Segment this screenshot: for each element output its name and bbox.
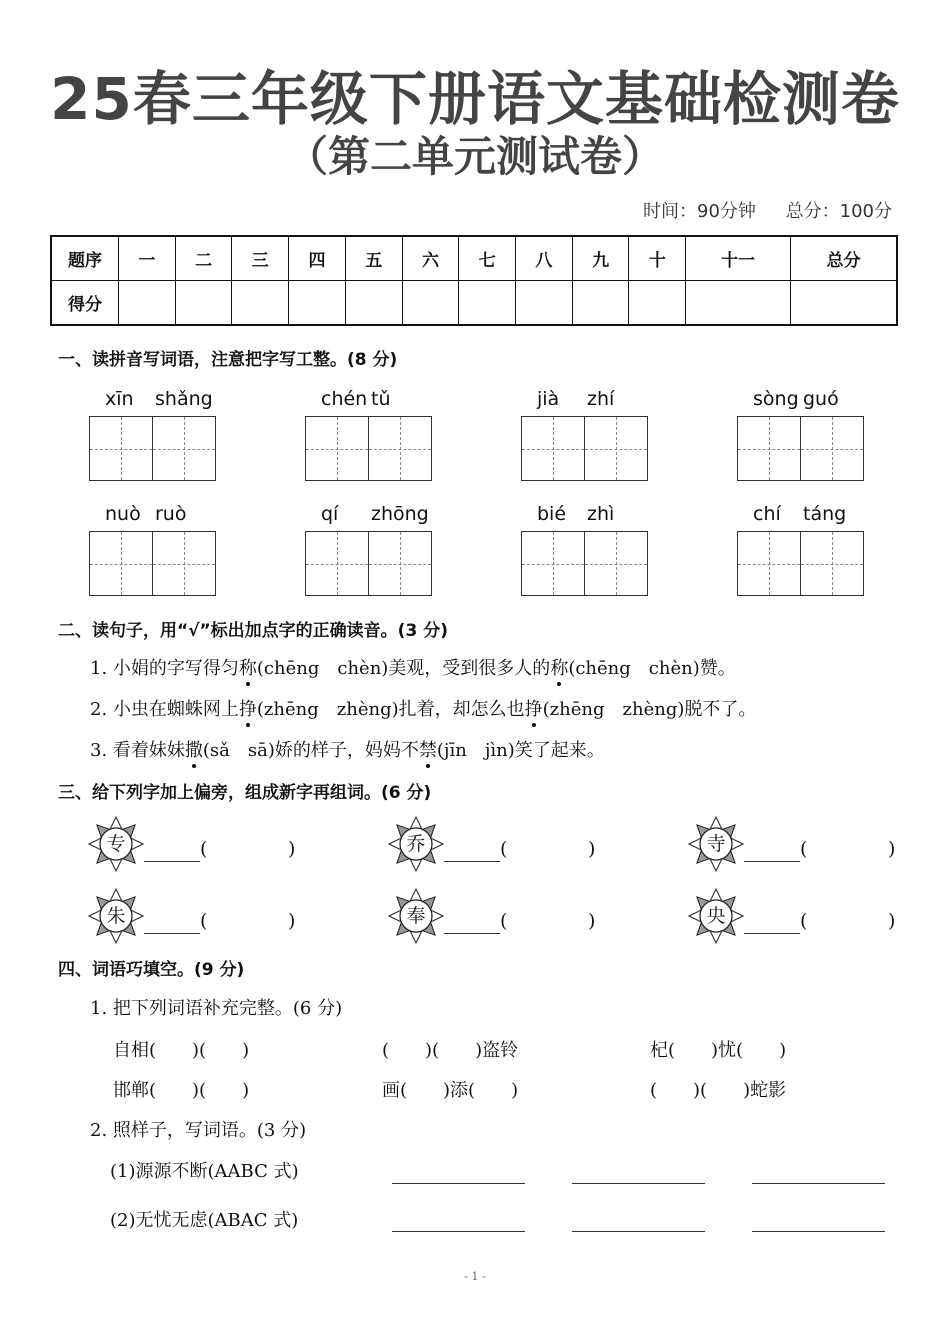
- paren-close: ): [588, 838, 596, 860]
- col-2: 二: [175, 236, 232, 281]
- sentence-2-part-a: 2. 小虫在蜘蛛网上: [90, 699, 239, 720]
- section-3-title: 三、给下列字加上偏旁，组成新字再组词。(6 分): [58, 783, 432, 803]
- pinyin-syllable: sòng: [753, 388, 799, 410]
- paren-close: ): [288, 838, 296, 860]
- writing-cell[interactable]: [90, 417, 153, 480]
- col-8: 八: [516, 236, 573, 281]
- paren-open[interactable]: (: [800, 838, 808, 860]
- answer-blank[interactable]: [392, 1182, 525, 1184]
- dotted-char: 挣: [524, 699, 543, 720]
- base-character: 奉: [406, 905, 426, 927]
- pinyin-syllable: ruò: [155, 503, 187, 525]
- writing-cell[interactable]: [738, 532, 801, 595]
- paren-open[interactable]: (: [200, 838, 208, 860]
- score-cell[interactable]: [791, 281, 897, 326]
- writing-cell[interactable]: [522, 532, 585, 595]
- col-4: 四: [289, 236, 346, 281]
- writing-cell[interactable]: [153, 417, 215, 480]
- score-cell[interactable]: [232, 281, 289, 326]
- answer-blank[interactable]: [392, 1230, 525, 1232]
- writing-grid[interactable]: [521, 416, 648, 481]
- paren-close: ): [288, 910, 296, 932]
- score-table: [50, 235, 898, 326]
- dotted-char: 称: [238, 658, 257, 679]
- col-11: 十一: [686, 236, 791, 281]
- idiom-1[interactable]: 自相( )( ): [113, 1040, 250, 1061]
- section-4-q2: 2. 照样子，写词语。(3 分): [90, 1120, 307, 1141]
- new-character-blank[interactable]: [744, 932, 800, 934]
- pinyin-syllable: nuò: [105, 503, 141, 525]
- flower-icon: [688, 888, 744, 944]
- writing-grid[interactable]: [89, 531, 216, 596]
- page-number: - 1 -: [464, 1270, 486, 1283]
- exam-time: 时间：90分钟: [643, 201, 756, 222]
- writing-cell[interactable]: [369, 532, 431, 595]
- idiom-3[interactable]: 杞( )忧( ): [650, 1040, 787, 1061]
- score-cell[interactable]: [686, 281, 791, 326]
- flower-icon: [388, 816, 444, 872]
- score-cell[interactable]: [175, 281, 232, 326]
- base-character: 朱: [106, 905, 126, 927]
- page-title: 25春三年级下册语文基础检测卷: [50, 65, 900, 133]
- writing-cell[interactable]: [585, 532, 647, 595]
- dotted-char: 禁: [418, 740, 437, 761]
- dotted-char: 撒: [184, 740, 203, 761]
- col-total: 总分: [791, 236, 897, 281]
- sentence-3-part-c[interactable]: (jīn jìn)笑了起来。: [436, 740, 605, 761]
- pinyin-syllable: shǎng: [155, 388, 213, 410]
- score-cell[interactable]: [459, 281, 516, 326]
- section-4-q1: 1. 把下列词语补充完整。(6 分): [90, 998, 343, 1019]
- paren-close: ): [588, 910, 596, 932]
- answer-blank[interactable]: [752, 1230, 885, 1232]
- sentence-3-part-a: 3. 看着妹妹: [90, 740, 185, 761]
- pinyin-syllable: jià: [537, 388, 560, 410]
- new-character-blank[interactable]: [744, 860, 800, 862]
- paren-open[interactable]: (: [500, 838, 508, 860]
- sentence-2-part-b[interactable]: (zhēng zhèng)扎着，却怎么也: [256, 699, 525, 720]
- flower-icon: [88, 888, 144, 944]
- writing-cell[interactable]: [801, 532, 863, 595]
- section-2-title: 二、读句子，用“√”标出加点字的正确读音。(3 分): [58, 621, 448, 641]
- paren-open[interactable]: (: [200, 910, 208, 932]
- writing-grid[interactable]: [305, 531, 432, 596]
- pinyin-syllable: qí: [321, 503, 339, 525]
- exam-meta: [619, 197, 892, 223]
- score-cell[interactable]: [629, 281, 686, 326]
- base-character: 央: [706, 905, 726, 927]
- writing-cell[interactable]: [369, 417, 431, 480]
- base-character: 专: [106, 833, 126, 855]
- col-6: 六: [402, 236, 459, 281]
- page-subtitle: （第二单元测试卷）: [285, 132, 664, 181]
- section-1-title: 一、读拼音写词语，注意把字写工整。(8 分): [58, 350, 398, 370]
- pinyin-syllable: chí: [753, 503, 781, 525]
- col-10: 十: [629, 236, 686, 281]
- score-table-score-row: [51, 281, 897, 326]
- dotted-char: 称: [550, 658, 569, 679]
- writing-cell[interactable]: [585, 417, 647, 480]
- score-cell[interactable]: [289, 281, 346, 326]
- idiom-5[interactable]: 画( )添( ): [382, 1080, 519, 1101]
- new-character-blank[interactable]: [144, 932, 200, 934]
- score-cell[interactable]: [402, 281, 459, 326]
- writing-cell[interactable]: [306, 417, 369, 480]
- writing-cell[interactable]: [522, 417, 585, 480]
- pinyin-syllable: xīn: [105, 388, 134, 410]
- col-5: 五: [345, 236, 402, 281]
- writing-cell[interactable]: [306, 532, 369, 595]
- paren-close: ): [888, 910, 896, 932]
- sentence-1-part-a: 1. 小娟的字写得匀: [90, 658, 239, 679]
- col-1: 一: [119, 236, 176, 281]
- writing-grid[interactable]: [521, 531, 648, 596]
- pinyin-syllable: chén: [321, 388, 368, 410]
- pinyin-syllable: táng: [803, 503, 847, 525]
- sentence-3-part-b[interactable]: (sǎ sā)娇的样子，妈妈不: [202, 740, 419, 761]
- col-7: 七: [459, 236, 516, 281]
- pinyin-syllable: bié: [537, 503, 567, 525]
- sentence-3: [90, 736, 605, 762]
- row-header-order: 题序: [51, 236, 119, 281]
- pinyin-syllable: zhì: [587, 503, 615, 525]
- idiom-4[interactable]: 邯郸( )( ): [113, 1080, 250, 1101]
- answer-blank[interactable]: [752, 1182, 885, 1184]
- writing-cell[interactable]: [90, 532, 153, 595]
- flower-icon: [688, 816, 744, 872]
- flower-icon: [388, 888, 444, 944]
- idiom-2[interactable]: ( )( )盗铃: [382, 1040, 519, 1061]
- pinyin-syllable: zhí: [587, 388, 615, 410]
- answer-blank[interactable]: [572, 1182, 705, 1184]
- dotted-char: 挣: [238, 699, 257, 720]
- example-abac: (2)无忧无虑(ABAC 式): [110, 1210, 299, 1231]
- writing-grid[interactable]: [737, 531, 864, 596]
- score-cell[interactable]: [572, 281, 629, 326]
- sentence-1-part-c[interactable]: (chēng chèn)赞。: [568, 658, 736, 679]
- paren-open[interactable]: (: [800, 910, 808, 932]
- new-character-blank[interactable]: [444, 860, 500, 862]
- score-table-header-row: [51, 236, 897, 281]
- base-character: 寺: [706, 833, 726, 855]
- example-aabc: (1)源源不断(AABC 式): [110, 1161, 299, 1182]
- sentence-2-part-c[interactable]: (zhēng zhèng)脱不了。: [542, 699, 757, 720]
- col-9: 九: [572, 236, 629, 281]
- base-character: 乔: [406, 833, 426, 855]
- pinyin-syllable: tǔ: [371, 388, 391, 410]
- writing-grid[interactable]: [737, 416, 864, 481]
- section-4-title: 四、词语巧填空。(9 分): [58, 960, 245, 980]
- writing-grid[interactable]: [305, 416, 432, 481]
- score-cell[interactable]: [345, 281, 402, 326]
- row-header-score: 得分: [51, 281, 119, 326]
- idiom-6[interactable]: ( )( )蛇影: [650, 1080, 787, 1101]
- new-character-blank[interactable]: [144, 860, 200, 862]
- paren-close: ): [888, 838, 896, 860]
- sentence-1-part-b[interactable]: (chēng chèn)美观，受到很多人的: [256, 658, 551, 679]
- answer-blank[interactable]: [572, 1230, 705, 1232]
- pinyin-syllable: zhōng: [371, 503, 429, 525]
- writing-cell[interactable]: [738, 417, 801, 480]
- score-cell[interactable]: [516, 281, 573, 326]
- new-character-blank[interactable]: [444, 932, 500, 934]
- score-cell[interactable]: [119, 281, 176, 326]
- paren-open[interactable]: (: [500, 910, 508, 932]
- exam-total: 总分：100分: [785, 201, 892, 222]
- pinyin-syllable: guó: [803, 388, 839, 410]
- writing-cell[interactable]: [801, 417, 863, 480]
- sentence-1: [90, 654, 736, 680]
- flower-icon: [88, 816, 144, 872]
- writing-grid[interactable]: [89, 416, 216, 481]
- sentence-2: [90, 695, 756, 721]
- writing-cell[interactable]: [153, 532, 215, 595]
- col-3: 三: [232, 236, 289, 281]
